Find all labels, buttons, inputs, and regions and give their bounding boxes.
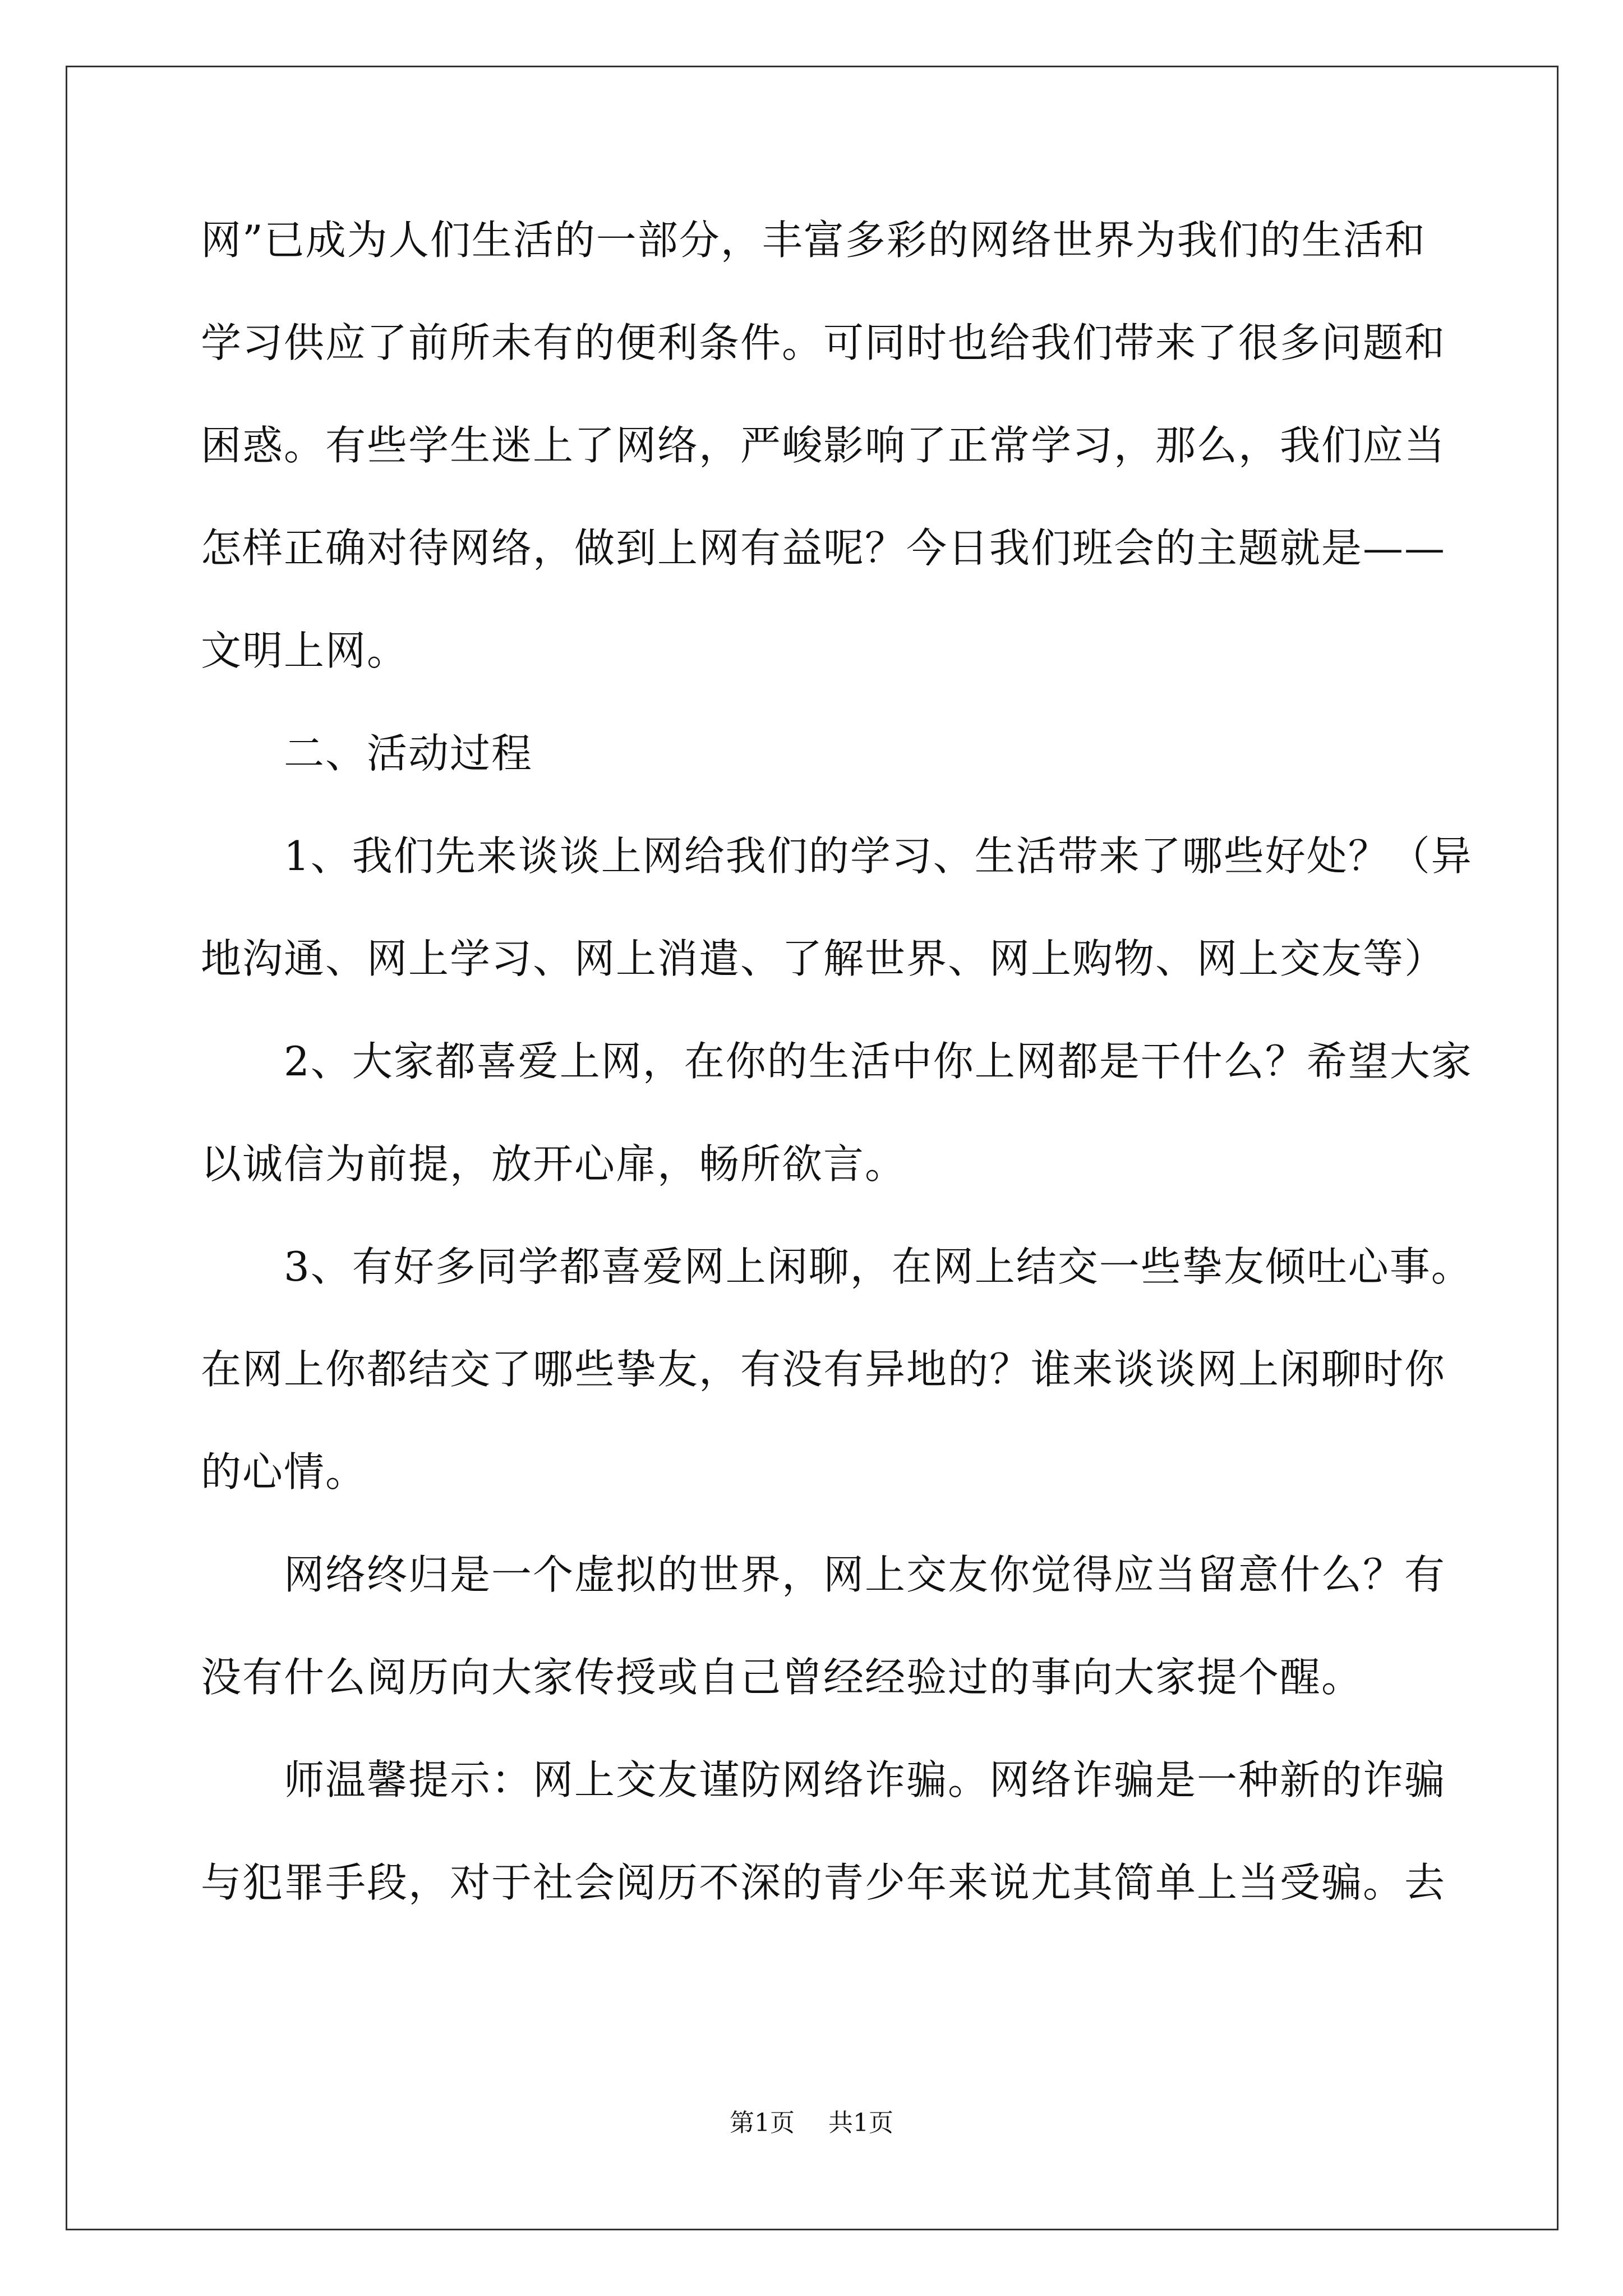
text-line: 学习供应了前所未有的便利条件。可同时也给我们带来了很多问题和 [201,319,1446,366]
text-line: 与犯罪手段，对于社会阅历不深的青少年来说尤其简单上当受骗。去 [201,1859,1446,1906]
page-footer [0,2106,1623,2140]
text-line: 以诚信为前提，放开心扉，畅所欲言。 [201,1140,907,1188]
section-heading: 二、活动过程 [284,730,533,777]
text-line: 网络终归是一个虚拟的世界，网上交友你觉得应当留意什么？有 [284,1551,1446,1598]
text-line: 文明上网。 [201,627,409,674]
text-line: 1、我们先来谈谈上网给我们的学习、生活带来了哪些好处？（异 [284,832,1473,880]
page-total: 共1页 [828,2109,893,2137]
text-line: 在网上你都结交了哪些挚友，有没有异地的？谁来谈谈网上闲聊时你 [201,1346,1446,1393]
text-line: 困惑。有些学生迷上了网络，严峻影响了正常学习，那么，我们应当 [201,422,1446,469]
text-line: 3、有好多同学都喜爱网上闲聊，在网上结交一些挚友倾吐心事。 [284,1243,1473,1290]
page-number: 第1页 [730,2109,795,2137]
text-line: 的心情。 [201,1448,367,1496]
text-line: 2、大家都喜爱上网，在你的生活中你上网都是干什么？希望大家 [284,1038,1473,1085]
text-line: 地沟通、网上学习、网上消遣、了解世界、网上购物、网上交友等） [201,935,1446,982]
text-line: 师温馨提示：网上交友谨防网络诈骗。网络诈骗是一种新的诈骗 [284,1756,1446,1803]
text-line: 怎样正确对待网络，做到上网有益呢？今日我们班会的主题就是—— [201,524,1446,572]
text-line: 网”已成为人们生活的一部分，丰富多彩的网络世界为我们的生活和 [201,217,1426,264]
text-line: 没有什么阅历向大家传授或自己曾经经验过的事向大家提个醒。 [201,1654,1363,1701]
